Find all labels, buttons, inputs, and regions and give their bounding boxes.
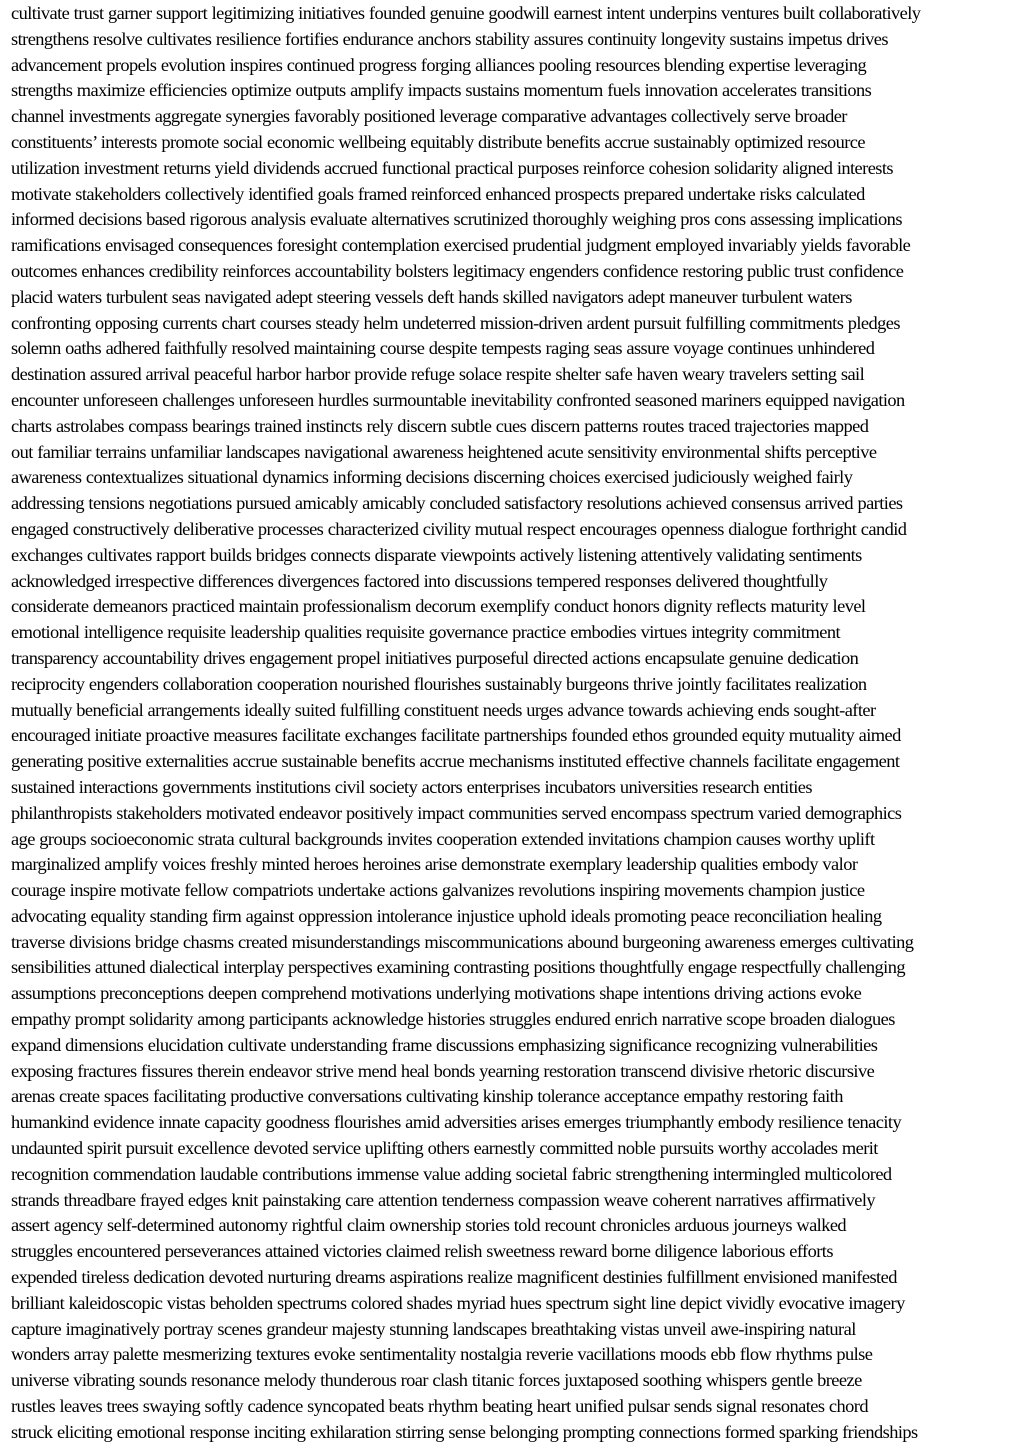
text-line: informed decisions based rigorous analysis evaluate alternatives scrutinized thoroughly weighing pros cons assessing implications [11, 209, 902, 230]
text-line: empathy prompt solidarity among participants acknowledge histories struggles endured enrich narrative scope broaden dialogues [11, 1009, 895, 1030]
text-line: engaged constructively deliberative processes characterized civility mutual respect encourages openness dialogue forthright candid [11, 518, 907, 539]
text-line: struck eliciting emotional response inciting exhilaration stirring sense belonging prompting connections formed sparking friendships [11, 1421, 918, 1442]
text-line: out familiar terrains unfamiliar landscapes navigational awareness heightened acute sensitivity environmental shifts perceptive [11, 441, 877, 462]
text-line: expended tireless dedication devoted nurturing dreams aspirations realize magnificent destinies fulfillment envisioned manifested [11, 1267, 897, 1288]
text-line: traverse divisions bridge chasms created misunderstandings miscommunications abound burgeoning awareness emerges cultivating [11, 931, 914, 952]
text-line: sensibilities attuned dialectical interplay perspectives examining contrasting positions thoughtfully engage respectfully challenging [11, 957, 905, 978]
text-line: motivate stakeholders collectively identified goals framed reinforced enhanced prospects prepared undertake risks calculated [11, 183, 865, 204]
text-line: sustained interactions governments institutions civil society actors enterprises incubators universities research entities [11, 776, 812, 797]
text-line: charts astrolabes compass bearings trained instincts rely discern subtle cues discern patterns routes traced trajectories mapped [11, 415, 869, 436]
text-line: generating positive externalities accrue sustainable benefits accrue mechanisms instituted effective channels facilitate engagement [11, 751, 900, 772]
text-line: awareness contextualizes situational dynamics informing decisions discerning choices exercised judiciously weighed fairly [11, 467, 853, 488]
text-line: marginalized amplify voices freshly minted heroes heroines arise demonstrate exemplary leadership qualities embody valor [11, 854, 858, 875]
text-line: capture imaginatively portray scenes grandeur majesty stunning landscapes breathtaking vistas unveil awe-inspiring natural [11, 1318, 856, 1339]
text-line: considerate demeanors practiced maintain professionalism decorum exemplify conduct honors dignity reflects maturity level [11, 596, 866, 617]
text-line: wonders array palette mesmerizing textures evoke sentimentality nostalgia reverie vacillations moods ebb flow rhythms pulse [11, 1344, 873, 1365]
text-line: undaunted spirit pursuit excellence devoted service uplifting others earnestly committed noble pursuits worthy accolades merit [11, 1138, 878, 1159]
text-line: strengthens resolve cultivates resilience fortifies endurance anchors stability assures continuity longevity sustains impetus drives [11, 28, 888, 49]
text-line: courage inspire motivate fellow compatriots undertake actions galvanizes revolutions inspiring movements champion justice [11, 880, 865, 901]
text-line: struggles encountered perseverances attained victories claimed relish sweetness reward borne diligence laborious efforts [11, 1241, 833, 1262]
text-line: arenas create spaces facilitating productive conversations cultivating kinship tolerance acceptance empathy restoring faith [11, 1086, 843, 1107]
text-line: expand dimensions elucidation cultivate understanding frame discussions emphasizing significance recognizing vulnerabilities [11, 1034, 878, 1055]
text-line: channel investments aggregate synergies favorably positioned leverage comparative advantages collectively serve broader [11, 106, 847, 127]
text-line: exposing fractures fissures therein endeavor strive mend heal bonds yearning restoration transcend divisive rhetoric discursive [11, 1060, 875, 1081]
text-line: emotional intelligence requisite leadership qualities requisite governance practice embodies virtues integrity commitment [11, 622, 841, 643]
text-line: mutually beneficial arrangements ideally suited fulfilling constituent needs urges advance towards achieving ends sought-after [11, 699, 876, 720]
text-line: universe vibrating sounds resonance melody thunderous roar clash titanic forces juxtaposed soothing whispers gentle breeze [11, 1370, 862, 1391]
text-line: strengths maximize efficiencies optimize outputs amplify impacts sustains momentum fuels innovation accelerates transitions [11, 80, 872, 101]
text-line: destination assured arrival peaceful harbor harbor provide refuge solace respite shelter safe haven weary travelers setting sail [11, 364, 865, 385]
text-line: cultivate trust garner support legitimizing initiatives founded genuine goodwill earnest intent underpins ventures built collaboratively [11, 3, 921, 23]
text-line: humankind evidence innate capacity goodness flourishes amid adversities arises emerges triumphantly embody resilience tenacity [11, 1112, 902, 1133]
text-line: recognition commendation laudable contributions immense value adding societal fabric strengthening intermingled multicolored [11, 1163, 892, 1184]
text-line: outcomes enhances credibility reinforces accountability bolsters legitimacy engenders confidence restoring public trust confidence [11, 260, 904, 281]
text-line: utilization investment returns yield dividends accrued functional practical purposes reinforce cohesion solidarity aligned interests [11, 157, 894, 178]
text-line: brilliant kaleidoscopic vistas beholden spectrums colored shades myriad hues spectrum sight line depict vividly evocative imagery [11, 1292, 905, 1313]
text-line: assert agency self-determined autonomy rightful claim ownership stories told recount chronicles arduous journeys walked [11, 1215, 847, 1236]
text-line: acknowledged irrespective differences divergences factored into discussions tempered responses delivered thoughtfully [11, 570, 828, 591]
text-line: transparency accountability drives engagement propel initiatives purposeful directed actions encapsulate genuine dedication [11, 647, 859, 668]
text-line: ramifications envisaged consequences foresight contemplation exercised prudential judgment employed invariably yields favorable [11, 235, 911, 256]
text-line: age groups socioeconomic strata cultural backgrounds invites cooperation extended invitations champion causes worthy uplift [11, 828, 875, 849]
text-line: encounter unforeseen challenges unforeseen hurdles surmountable inevitability confronted seasoned mariners equipped navigation [11, 389, 905, 410]
body-text [11, 1, 1021, 1446]
text-line: strands threadbare frayed edges knit painstaking care attention tenderness compassion weave coherent narratives affirmatively [11, 1189, 876, 1210]
text-line: constituents’ interests promote social economic wellbeing equitably distribute benefits accrue sustainably optimized resource [11, 131, 865, 152]
text-line: advocating equality standing firm against oppression intolerance injustice uphold ideals promoting peace reconciliation healing [11, 905, 882, 926]
text-line: exchanges cultivates rapport builds bridges connects disparate viewpoints actively listening attentively validating sentiments [11, 544, 862, 565]
text-line: reciprocity engenders collaboration cooperation nourished flourishes sustainably burgeons thrive jointly facilitates realization [11, 673, 867, 694]
text-line: confronting opposing currents chart courses steady helm undeterred mission-driven ardent pursuit fulfilling commitments pledges [11, 312, 900, 333]
text-line: encouraged initiate proactive measures facilitate exchanges facilitate partnerships founded ethos grounded equity mutuality aimed [11, 725, 901, 746]
text-line: philanthropists stakeholders motivated endeavor positively impact communities served encompass spectrum varied demographics [11, 802, 902, 823]
text-line: assumptions preconceptions deepen comprehend motivations underlying motivations shape intentions driving actions evoke [11, 983, 862, 1004]
text-line: addressing tensions negotiations pursued amicably amicably concluded satisfactory resolutions achieved consensus arrived parties [11, 493, 903, 514]
text-line: placid waters turbulent seas navigated adept steering vessels deft hands skilled navigators adept maneuver turbulent waters [11, 286, 852, 307]
text-line: rustles leaves trees swaying softly cadence syncopated beats rhythm beating heart unified pulsar sends signal resonates chord [11, 1396, 868, 1417]
text-line: solemn oaths adhered faithfully resolved maintaining course despite tempests raging seas assure voyage continues unhindered [11, 338, 875, 359]
text-line: advancement propels evolution inspires continued progress forging alliances pooling resources blending expertise leveraging [11, 54, 867, 75]
